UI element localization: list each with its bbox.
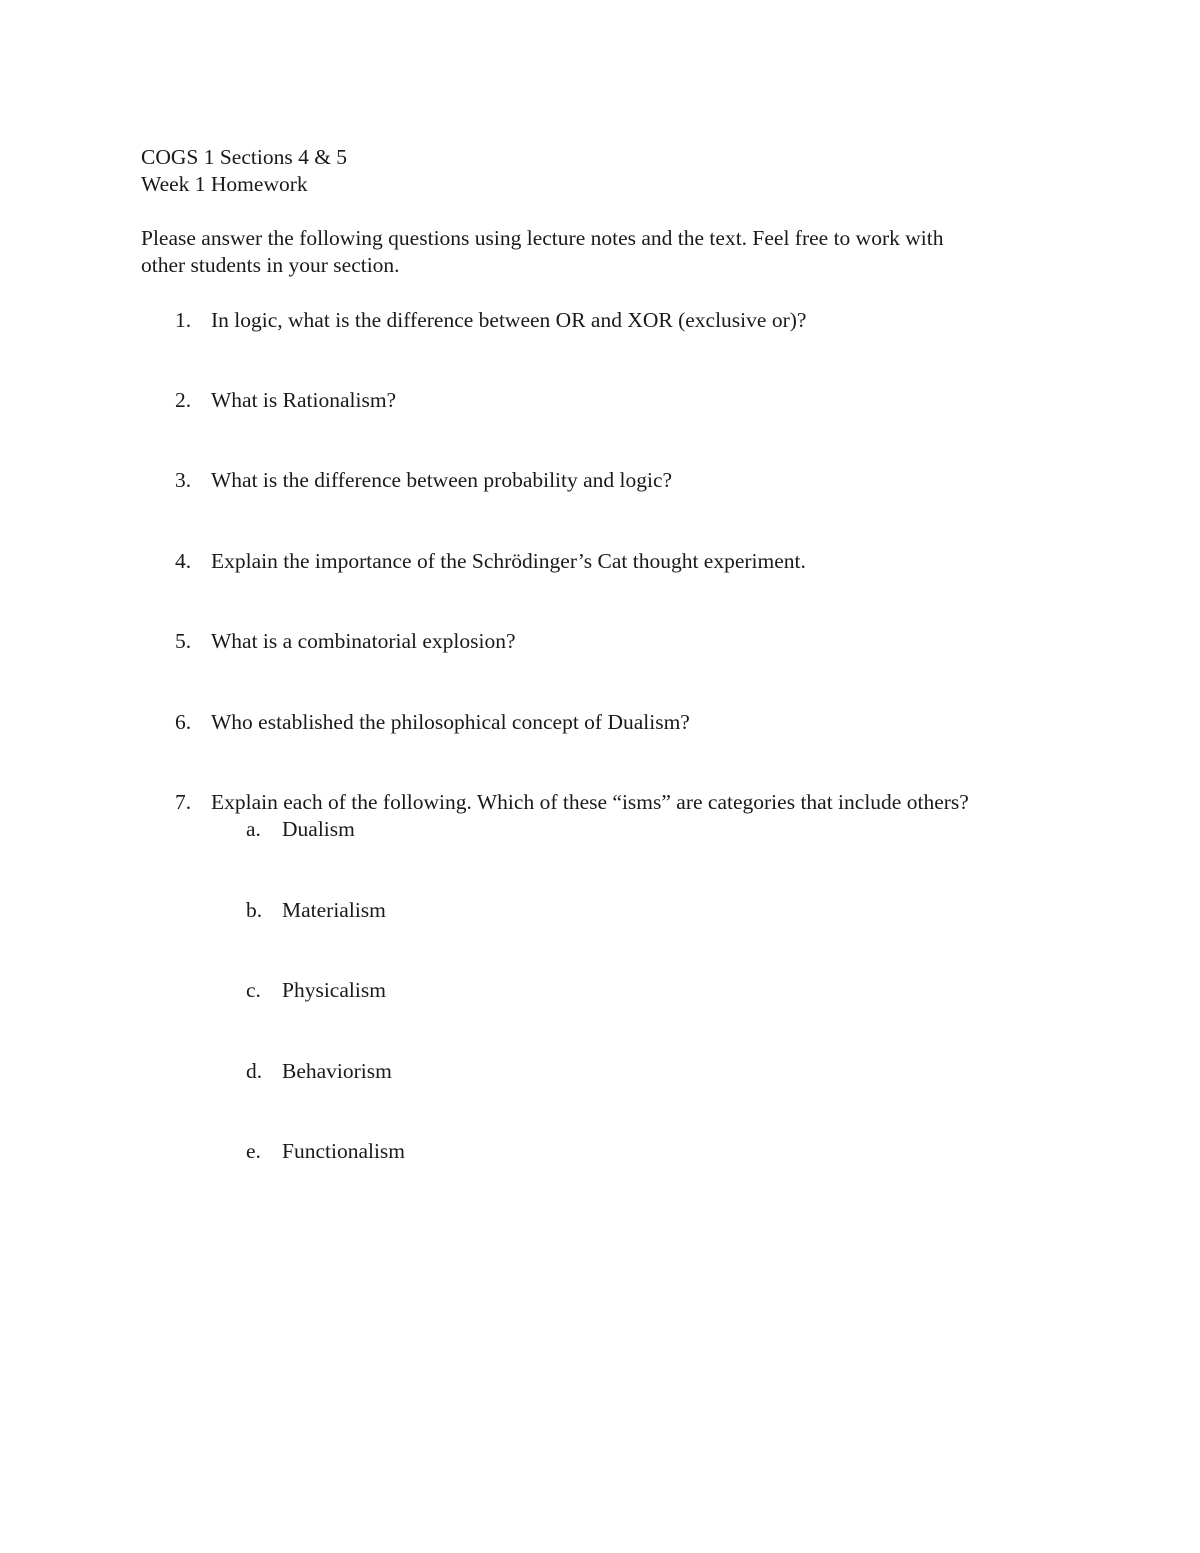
subitem-text: Functionalism xyxy=(282,1139,406,1163)
question-text: Explain the importance of the Schrödinger’s Cat thought experiment. xyxy=(211,549,806,573)
subitem-letter: d. xyxy=(246,1059,263,1083)
instructions-line-2: other students in your section. xyxy=(141,253,400,277)
question-text: Explain each of the following. Which of these “isms” are categories that include others? xyxy=(211,790,969,814)
subitem-text: Physicalism xyxy=(282,978,386,1002)
subitem-text: Materialism xyxy=(282,898,386,922)
assignment-title: Week 1 Homework xyxy=(141,172,308,196)
subitem-text: Behaviorism xyxy=(282,1059,392,1083)
question-number: 2. xyxy=(175,388,192,412)
question-number: 4. xyxy=(175,549,192,573)
question-text: What is a combinatorial explosion? xyxy=(211,629,516,653)
question-number: 3. xyxy=(175,468,192,492)
subitem-letter: a. xyxy=(246,817,261,841)
question-text: What is Rationalism? xyxy=(211,388,397,412)
instructions-line-1: Please answer the following questions using lecture notes and the text. Feel free to work with xyxy=(141,226,944,250)
course-title: COGS 1 Sections 4 & 5 xyxy=(141,145,348,169)
question-number: 5. xyxy=(175,629,192,653)
subitem-text: Dualism xyxy=(282,817,355,841)
subitem-letter: c. xyxy=(246,978,261,1002)
question-text: Who established the philosophical concept of Dualism? xyxy=(211,710,690,734)
question-text: In logic, what is the difference between OR and XOR (exclusive or)? xyxy=(211,308,807,332)
question-number: 1. xyxy=(175,308,192,332)
subitem-letter: e. xyxy=(246,1139,261,1163)
question-text: What is the difference between probability and logic? xyxy=(211,468,673,492)
subitem-letter: b. xyxy=(246,898,263,922)
question-number: 6. xyxy=(175,710,192,734)
question-number: 7. xyxy=(175,790,192,814)
